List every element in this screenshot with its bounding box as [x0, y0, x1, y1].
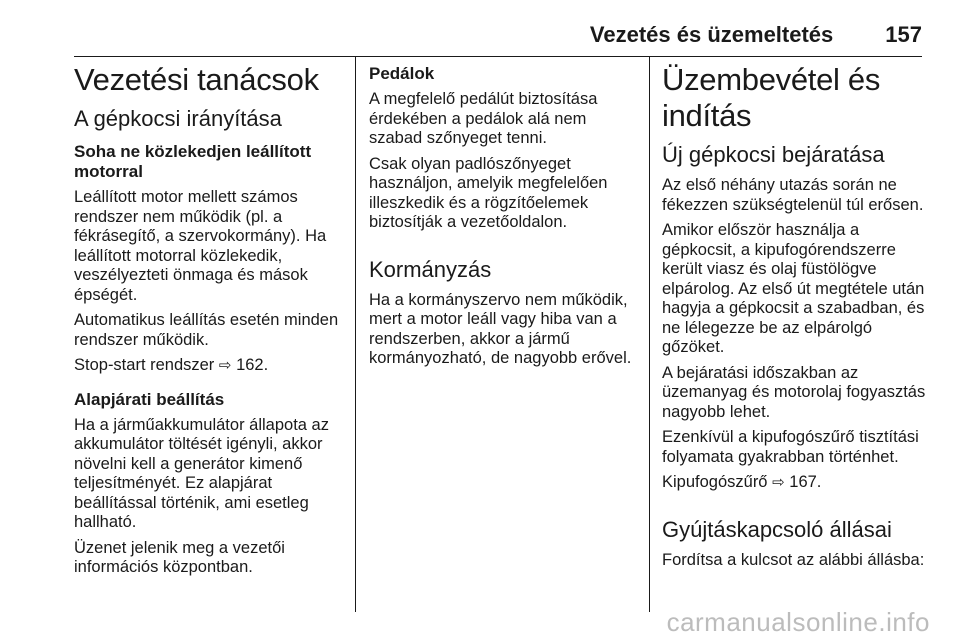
section-title: Vezetési tanácsok	[74, 62, 319, 97]
column-divider-2	[649, 56, 650, 612]
paragraph: A bejáratási időszakban az üzemanyag és motorolaj fogyasztás nagyobb lehet.	[662, 363, 926, 421]
subsection-title: Új gépkocsi bejáratása	[662, 142, 885, 167]
page-header	[590, 22, 922, 48]
heading-steering: Kormányzás	[369, 256, 492, 282]
column-2	[369, 56, 635, 375]
paragraph: A megfelelő pedálút biztosítása érdekében a pedálok alá nem szabad szőnyeget tenni.	[369, 90, 598, 147]
cross-reference[interactable]	[662, 473, 932, 493]
header-title: Vezetés és üzemeltetés	[589, 22, 834, 47]
paragraph: Ha a járműakkumulátor állapota az akkumulátor töltését igényli, akkor növelni kell a generátor kimenő teljesítményét. Ez alapjárat beállítással történik, ami esetleg hallható.	[74, 415, 329, 531]
paragraph: Ezenkívül a kipufogószűrő tisztítási folyamata gyakrabban történhet.	[662, 428, 919, 466]
page-number: 157	[885, 22, 922, 47]
section-title: Üzembevétel és indítás	[662, 62, 881, 133]
paragraph: Leállított motor mellett számos rendszer nem működik (pl. a fékrásegítő, a szervokormány). Ha leállított motorral közlekedik, veszélyezteti önmaga és mások épségét.	[74, 188, 327, 304]
reference-page: 167.	[789, 473, 822, 491]
cross-reference[interactable]	[74, 356, 344, 376]
paragraph: Automatikus leállítás esetén minden rendszer működik.	[74, 311, 339, 349]
paragraph: Ha a kormányszervo nem működik, mert a motor leáll vagy hiba van a rendszerben, akkor a jármű kormányozható, de nagyobb erővel.	[369, 290, 632, 367]
paragraph: Az első néhány utazás során ne fékezzen szükségtelenül túl erősen.	[662, 176, 924, 214]
column-1	[74, 56, 344, 584]
paragraph: Fordítsa a kulcsot az alábbi állásba:	[662, 550, 925, 569]
watermark: carmanualsonline.info	[666, 607, 930, 637]
heading-idle: Alapjárati beállítás	[74, 389, 225, 409]
subsection-title: A gépkocsi irányítása	[74, 106, 282, 131]
paragraph: Üzenet jelenik meg a vezetői információs központban.	[74, 538, 285, 576]
paragraph: Csak olyan padlószőnyeget használjon, amelyik megfelelően illeszkedik és a rögzítőelemek biztosítják a vezetőoldalon.	[369, 154, 608, 231]
paragraph: Amikor először használja a gépkocsit, a kipufogórendszerre került viasz és olaj füstölögve elpárolog. Az első út megtétele után hagyja a gépkocsit a szabadban, és ne lélegezze be az elpárolgó gőzöket.	[662, 221, 925, 356]
reference-text: Kipufogószűrő	[662, 473, 768, 491]
column-3	[662, 56, 932, 576]
reference-text: Stop-start rendszer	[74, 356, 215, 374]
heading-ignition: Gyújtáskapcsoló állásai	[662, 516, 892, 542]
heading-engine-off: Soha ne közlekedjen leállított motorral	[74, 142, 312, 181]
column-divider-1	[355, 56, 356, 612]
page-reference-icon: ⇨	[218, 357, 232, 374]
reference-page: 162.	[236, 356, 269, 374]
page-reference-icon: ⇨	[772, 474, 785, 491]
heading-pedals: Pedálok	[369, 64, 435, 83]
